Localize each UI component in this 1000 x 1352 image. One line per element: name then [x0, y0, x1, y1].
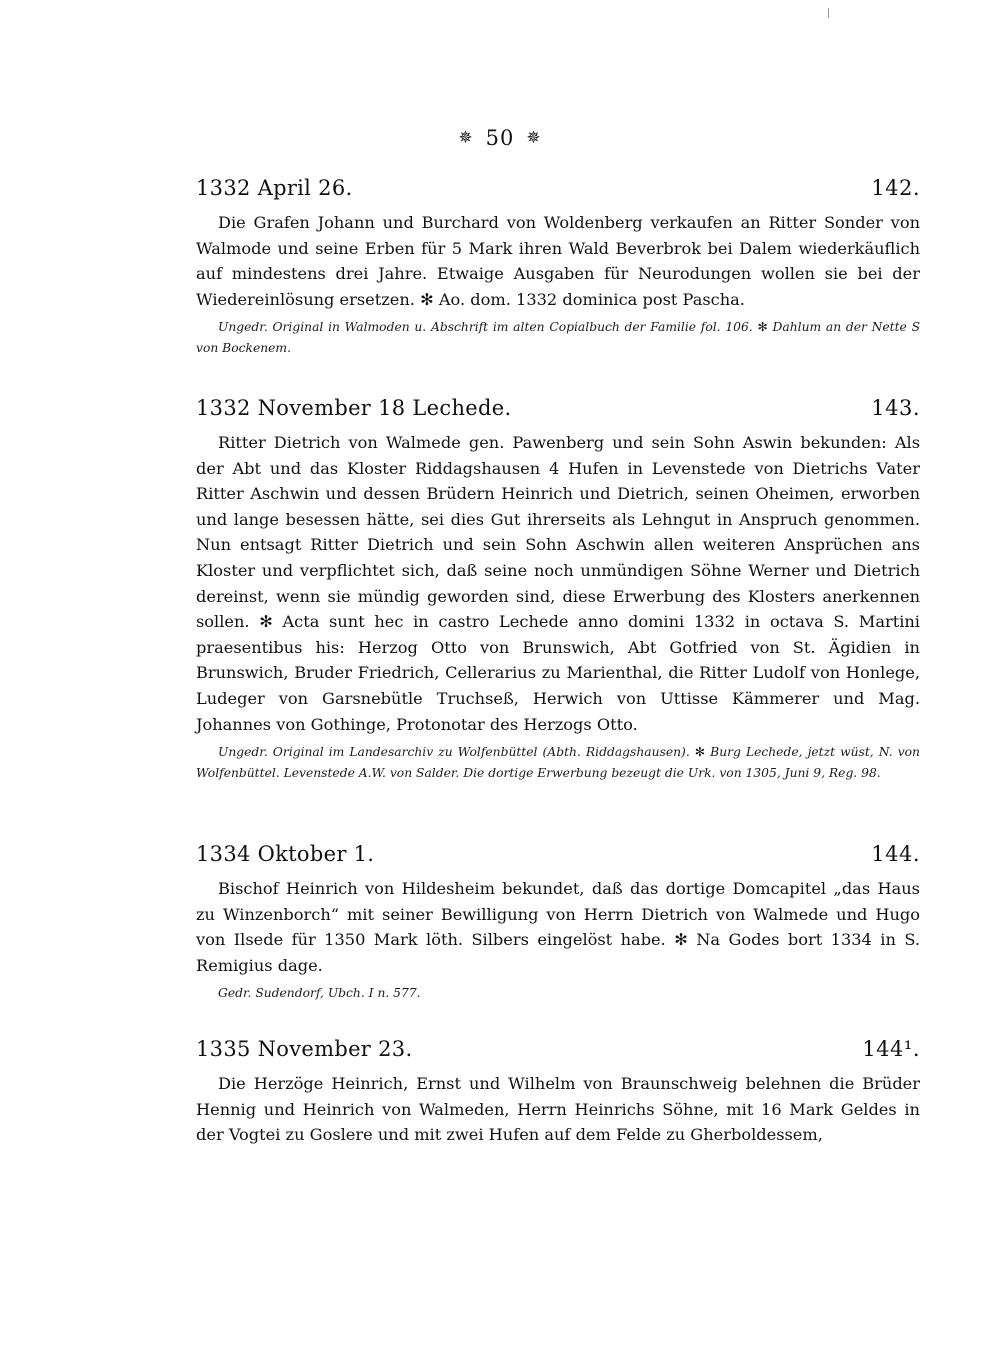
page-header	[0, 126, 1000, 150]
note-place: Dahlum an der Nette S von Bockenem.	[196, 320, 920, 356]
entry-witnesses: Herzog Otto von Brunswich, Abt Gotfried von St. Ägidien in Brunswich, Bruder Friedrich, Cellerarius zu Marienthal, die Ritter Ludolf von Honlege, Ludeger von Garsnebütle Truchseß, Herwich von Uttisse Kämmerer und Mag. Johannes von Gothinge, Protonotar des Herzogs Otto.	[196, 637, 920, 734]
entry-date: 1332 April 26.	[196, 176, 353, 200]
entry-date: 1332 November 18 Lechede.	[196, 396, 512, 420]
entry-latin-dating: Na Godes bort 1334 in S. Remigius dage.	[196, 930, 920, 975]
asterism-icon: ✻	[757, 320, 768, 335]
scan-mark	[828, 8, 829, 18]
entry-source-note	[196, 317, 920, 359]
entry-143	[196, 396, 920, 784]
entry-text	[196, 430, 920, 737]
entry-header	[196, 176, 920, 210]
ornament-right-icon: ✵	[526, 128, 542, 148]
entry-text	[196, 1071, 920, 1148]
entry-summary: Ritter Dietrich von Walmede gen. Pawenberg und sein Sohn Aswin bekunden: Als der Abt und das Kloster Riddagshausen 4 Hufen in Levenstede von Dietrichs Vater Ritter Aschwin und dessen Brüdern Heinrich und Dietrich, seinen Oheimen, erworben und lange besessen hätte, sei dies Gut ihrerseits als Lehngut in Anspruch genommen. Nun entsagt Ritter Dietrich und sein Sohn Aschwin allen weiteren Ansprüchen ans Kloster und verpflichtet sich, daß seine noch unmündigen Söhne Werner und Dietrich dereinst, wenn sie mündig geworden sind, diese Erwerbung des Klosters anerkennen sollen.	[196, 433, 920, 632]
entry-text	[196, 210, 920, 312]
note-place: Burg Lechede, jetzt wüst, N. von Wolfenbüttel. Levenstede A.W. von Salder. Die dortige Erwerbung bezeugt die Urk. von 1305, Juni 9, Reg. 98.	[196, 745, 920, 781]
entry-number: 142.	[871, 176, 920, 200]
entry-date: 1335 November 23.	[196, 1037, 413, 1061]
entry-number: 144¹.	[862, 1037, 920, 1061]
entry-144-1	[196, 1037, 920, 1148]
entry-source-note	[196, 983, 920, 1004]
note-source: Ungedr. Original in Walmoden u. Abschrift im alten Copialbuch der Familie fol. 106.	[218, 320, 753, 335]
entry-latin-dating: Acta sunt hec in castro Lechede anno domini 1332 in octava S. Martini praesentibus his:	[196, 612, 920, 657]
note-source: Ungedr. Original im Landesarchiv zu Wolfenbüttel (Abth. Riddagshausen).	[218, 745, 690, 760]
entry-text	[196, 876, 920, 978]
entry-latin-dating: Ao. dom. 1332 dominica post Pascha.	[438, 289, 745, 309]
entry-144	[196, 842, 920, 1004]
entry-summary: Die Herzöge Heinrich, Ernst und Wilhelm von Braunschweig belehnen die Brüder Hennig und Heinrich von Walmeden, Herrn Heinrichs Söhne, mit 16 Mark Geldes in der Vogtei zu Goslere und mit zwei Hufen auf dem Felde zu Gherboldessem,	[196, 1074, 920, 1145]
entry-header	[196, 842, 920, 876]
asterism-icon: ✻	[694, 745, 706, 760]
entry-summary: Die Grafen Johann und Burchard von Woldenberg verkaufen an Ritter Sonder von Walmode und seine Erben für 5 Mark ihren Wald Beverbrok bei Dalem wiederkäuflich auf mindestens drei Jahre. Etwaige Ausgaben für Neurodungen wollen sie bei der Wiedereinlösung ersetzen.	[196, 213, 920, 309]
entry-summary: Bischof Heinrich von Hildesheim bekundet, daß das dortige Domcapitel „das Haus zu Winzenborch“ mit seiner Bewilligung von Herrn Dietrich von Walmede und Hugo von Ilsede für 1350 Mark löth. Silbers eingelöst habe.	[196, 879, 920, 950]
note-source: Gedr. Sudendorf, Ubch. I n. 577.	[218, 986, 421, 1001]
entry-date: 1334 Oktober 1.	[196, 842, 375, 866]
asterism-icon: ✻	[674, 930, 688, 950]
entry-header	[196, 396, 920, 430]
entry-number: 143.	[871, 396, 920, 420]
entry-142	[196, 176, 920, 359]
entry-source-note	[196, 742, 920, 784]
entry-header	[196, 1037, 920, 1071]
asterism-icon: ✻	[420, 289, 434, 309]
ornament-left-icon: ✵	[458, 128, 474, 148]
page-number: 50	[485, 126, 515, 150]
asterism-icon: ✻	[259, 612, 273, 632]
entry-number: 144.	[871, 842, 920, 866]
